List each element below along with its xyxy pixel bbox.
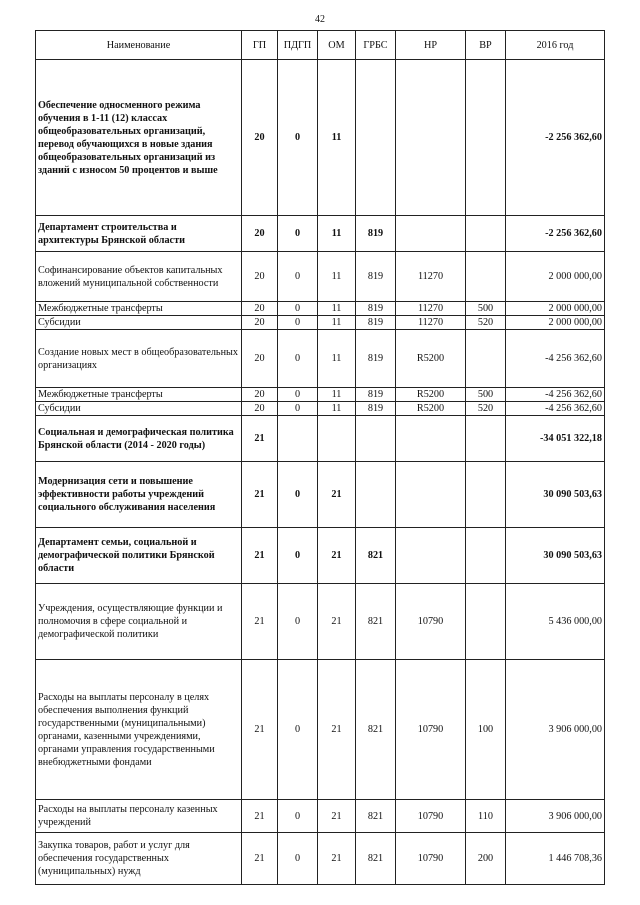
cell-pdgp: 0 [278,316,318,330]
cell-grbs: 821 [356,584,396,660]
header-name: Наименование [36,31,242,60]
cell-pdgp: 0 [278,216,318,252]
cell-name: Создание новых мест в общеобразовательных организациях [36,330,242,388]
cell-amount: 3 906 000,00 [506,660,605,800]
cell-gp: 20 [242,60,278,216]
cell-nr: R5200 [396,388,466,402]
cell-pdgp: 0 [278,660,318,800]
cell-om: 21 [318,528,356,584]
cell-amount: 2 000 000,00 [506,302,605,316]
table-row [36,330,605,388]
cell-om: 11 [318,252,356,302]
cell-name: Закупка товаров, работ и услуг для обеспечения государственных (муниципальных) нужд [36,833,242,885]
cell-amount: -4 256 362,60 [506,402,605,416]
cell-amount: 3 906 000,00 [506,800,605,833]
cell-nr: 11270 [396,316,466,330]
cell-grbs [356,416,396,462]
table-row [36,302,605,316]
table-row [36,462,605,528]
table-row [36,660,605,800]
table-row [36,584,605,660]
cell-name: Субсидии [36,316,242,330]
cell-nr [396,216,466,252]
cell-grbs: 819 [356,402,396,416]
cell-pdgp: 0 [278,462,318,528]
cell-amount: -4 256 362,60 [506,388,605,402]
cell-nr: R5200 [396,330,466,388]
cell-vr [466,252,506,302]
cell-grbs [356,462,396,528]
cell-grbs: 819 [356,252,396,302]
table-row [36,800,605,833]
cell-pdgp: 0 [278,584,318,660]
cell-om: 21 [318,584,356,660]
cell-om: 21 [318,800,356,833]
cell-nr [396,462,466,528]
header-om: ОМ [318,31,356,60]
cell-vr: 500 [466,302,506,316]
cell-om: 11 [318,216,356,252]
cell-name: Софинансирование объектов капитальных вложений муниципальной собственности [36,252,242,302]
cell-name: Расходы на выплаты персоналу казенных учреждений [36,800,242,833]
cell-gp: 21 [242,584,278,660]
cell-name: Департамент строительства и архитектуры Брянской области [36,216,242,252]
cell-amount: -2 256 362,60 [506,216,605,252]
cell-om: 21 [318,660,356,800]
cell-name: Межбюджетные трансферты [36,302,242,316]
cell-amount: 30 090 503,63 [506,462,605,528]
cell-gp: 20 [242,302,278,316]
table-row [36,833,605,885]
cell-vr [466,462,506,528]
cell-vr: 110 [466,800,506,833]
cell-om: 11 [318,302,356,316]
cell-gp: 20 [242,388,278,402]
table-row [36,316,605,330]
cell-pdgp: 0 [278,388,318,402]
cell-vr: 520 [466,316,506,330]
cell-gp: 21 [242,462,278,528]
cell-pdgp: 0 [278,402,318,416]
cell-grbs: 819 [356,216,396,252]
cell-grbs: 821 [356,660,396,800]
cell-pdgp: 0 [278,528,318,584]
cell-gp: 20 [242,216,278,252]
cell-amount: -4 256 362,60 [506,330,605,388]
cell-vr: 520 [466,402,506,416]
header-grbs: ГРБС [356,31,396,60]
table-row [36,416,605,462]
cell-name: Учреждения, осуществляющие функции и полномочия в сфере социальной и демографической политики [36,584,242,660]
table-row [36,252,605,302]
table-row [36,60,605,216]
cell-vr [466,416,506,462]
cell-nr: 10790 [396,584,466,660]
header-gp: ГП [242,31,278,60]
cell-vr [466,528,506,584]
cell-vr [466,330,506,388]
cell-gp: 20 [242,330,278,388]
table-header-row [36,31,605,60]
page-number: 42 [315,14,325,25]
header-amount: 2016 год [506,31,605,60]
cell-amount: -2 256 362,60 [506,60,605,216]
cell-amount: -34 051 322,18 [506,416,605,462]
cell-vr: 500 [466,388,506,402]
cell-vr [466,60,506,216]
cell-gp: 20 [242,402,278,416]
cell-grbs: 819 [356,316,396,330]
cell-vr [466,584,506,660]
cell-om: 11 [318,402,356,416]
table-row [36,402,605,416]
cell-gp: 20 [242,316,278,330]
cell-amount: 30 090 503,63 [506,528,605,584]
table-row [36,216,605,252]
cell-amount: 2 000 000,00 [506,316,605,330]
cell-pdgp: 0 [278,302,318,316]
cell-om [318,416,356,462]
cell-om: 11 [318,388,356,402]
cell-nr: 10790 [396,660,466,800]
cell-pdgp: 0 [278,833,318,885]
cell-gp: 20 [242,252,278,302]
cell-amount: 5 436 000,00 [506,584,605,660]
cell-nr: 11270 [396,252,466,302]
cell-nr: R5200 [396,402,466,416]
cell-pdgp: 0 [278,60,318,216]
cell-name: Обеспечение односменного режима обучения в 1-11 (12) классах общеобразовательных организаций, перевод обучающихся в новые здания общеобразовательных организаций из зданий с износом 50 процентов и выше [36,60,242,216]
cell-nr [396,416,466,462]
cell-pdgp [278,416,318,462]
header-pdgp: ПДГП [278,31,318,60]
cell-gp: 21 [242,660,278,800]
cell-vr: 200 [466,833,506,885]
cell-nr [396,528,466,584]
cell-name: Расходы на выплаты персоналу в целях обеспечения выполнения функций государственными (муниципальными) органами, казенными учреждениями, органами управления государственными внебюджетными фондами [36,660,242,800]
cell-amount: 2 000 000,00 [506,252,605,302]
budget-table [35,30,605,885]
cell-gp: 21 [242,416,278,462]
cell-om: 21 [318,833,356,885]
cell-gp: 21 [242,800,278,833]
cell-grbs: 821 [356,833,396,885]
cell-name: Департамент семьи, социальной и демографической политики Брянской области [36,528,242,584]
cell-nr [396,60,466,216]
cell-om: 11 [318,60,356,216]
table-row [36,528,605,584]
table-row [36,388,605,402]
cell-amount: 1 446 708,36 [506,833,605,885]
cell-grbs: 821 [356,528,396,584]
cell-nr: 10790 [396,833,466,885]
cell-gp: 21 [242,528,278,584]
cell-name: Субсидии [36,402,242,416]
cell-nr: 10790 [396,800,466,833]
cell-name: Межбюджетные трансферты [36,388,242,402]
cell-pdgp: 0 [278,330,318,388]
cell-grbs: 819 [356,302,396,316]
header-vr: ВР [466,31,506,60]
cell-grbs: 819 [356,388,396,402]
cell-grbs [356,60,396,216]
cell-grbs: 819 [356,330,396,388]
cell-om: 21 [318,462,356,528]
cell-name: Модернизация сети и повышение эффективности работы учреждений социального обслуживания населения [36,462,242,528]
cell-om: 11 [318,316,356,330]
cell-gp: 21 [242,833,278,885]
cell-vr [466,216,506,252]
cell-nr: 11270 [396,302,466,316]
cell-vr: 100 [466,660,506,800]
cell-name: Социальная и демографическая политика Брянской области (2014 - 2020 годы) [36,416,242,462]
cell-pdgp: 0 [278,252,318,302]
cell-grbs: 821 [356,800,396,833]
cell-pdgp: 0 [278,800,318,833]
cell-om: 11 [318,330,356,388]
header-nr: НР [396,31,466,60]
